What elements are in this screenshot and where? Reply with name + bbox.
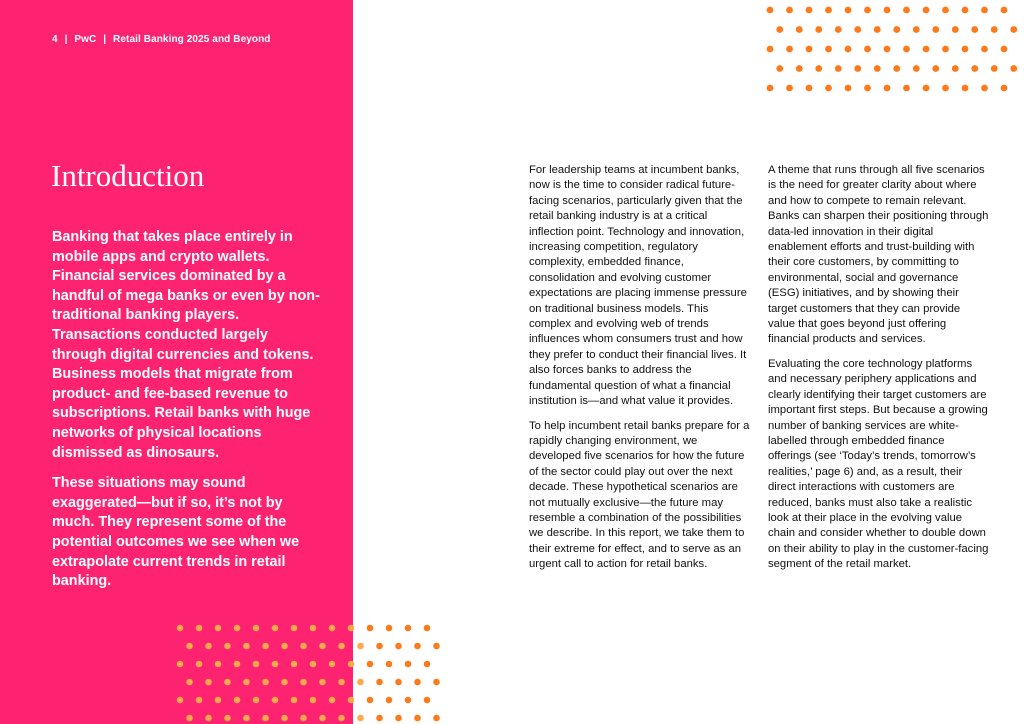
decorative-dot: [329, 697, 336, 704]
decorative-dot: [414, 643, 421, 650]
decorative-dot: [205, 643, 212, 650]
page-number: 4: [52, 34, 58, 45]
decorative-dot: [835, 65, 842, 72]
decorative-dot: [981, 7, 988, 14]
decorative-dot: [884, 85, 891, 92]
decorative-dot: [903, 85, 910, 92]
decorative-dot: [300, 643, 307, 650]
decorative-dot: [177, 697, 184, 704]
decorative-dot: [319, 715, 326, 722]
decorative-dot: [796, 65, 803, 72]
lead-paragraph: These situations may sound exaggerated—but if so, it’s not by much. They represent some of the potential outcomes we see when we extrapolate current trends in retail banking.: [52, 475, 300, 590]
decorative-dot: [932, 26, 939, 33]
decorative-dot: [291, 697, 298, 704]
decorative-dot: [291, 661, 298, 668]
body-paragraph: For leadership teams at incumbent banks, now is the time to consider radical future-facing scenarios, particularly given that the retail banking industry is at a critical inflection point. Technology and innovation, increasing competition, regulatory complexity, embedded finance, consolidation and evolving customer expectations are placing immense pressure on traditional business models. This complex and evolving web of trends influences whom consumers trust and how they prefer to conduct their financial lives. It also forces banks to address the fundamental question of what a financial institution is—and what value it provides.: [529, 164, 747, 408]
decorative-dot: [971, 65, 978, 72]
decorative-dot: [874, 26, 881, 33]
decorative-dot: [923, 7, 930, 14]
decorative-dot: [424, 625, 431, 632]
decorative-dot: [215, 697, 222, 704]
decorative-dot: [253, 661, 260, 668]
decorative-dot: [310, 697, 317, 704]
decorative-dot: [224, 715, 231, 722]
decorative-dot: [186, 679, 193, 686]
decorative-dot: [300, 679, 307, 686]
decorative-dot: [186, 715, 193, 722]
decorative-dot: [825, 7, 832, 14]
body-column-2: [768, 163, 990, 582]
decorative-dot: [405, 661, 412, 668]
decorative-dot: [243, 679, 250, 686]
decorative-dot: [433, 679, 440, 686]
decorative-dot: [186, 643, 193, 650]
decorative-dot: [825, 46, 832, 53]
decorative-dot: [903, 7, 910, 14]
decorative-dot: [224, 643, 231, 650]
decorative-dot: [272, 661, 279, 668]
decorative-dot: [357, 643, 364, 650]
decorative-dot: [923, 85, 930, 92]
decorative-dot: [367, 697, 374, 704]
decorative-dot: [981, 46, 988, 53]
decorative-dot: [243, 715, 250, 722]
decorative-dot: [962, 46, 969, 53]
decorative-dot: [874, 65, 881, 72]
decorative-dot: [177, 625, 184, 632]
decorative-dot: [196, 661, 203, 668]
decorative-dot: [952, 26, 959, 33]
decorative-dot: [414, 715, 421, 722]
header-separator: |: [103, 34, 107, 45]
decorative-dot: [913, 65, 920, 72]
decorative-dot: [854, 65, 861, 72]
body-paragraph: Evaluating the core technology platforms and necessary periphery applications and clearly identifying their target customers are important first steps. But because a growing number of banking services are white-labelled through embedded finance offerings (see ‘Today’s trends, tomorrow’s realities,’ page 6) and, as a result, their direct interactions with customers are reduced, banks must also take a realistic look at their place in the evolving value chain and consider whether to double down on their ability to play in the customer-facing segment of the retail market.: [768, 357, 989, 571]
decorative-dot: [376, 679, 383, 686]
decorative-dot: [215, 625, 222, 632]
decorative-dot: [224, 679, 231, 686]
decorative-dot: [376, 643, 383, 650]
page-title: Introduction: [51, 158, 205, 193]
decorative-dot: [796, 26, 803, 33]
decorative-dot: [329, 625, 336, 632]
decorative-dot: [786, 85, 793, 92]
decorative-dot: [205, 679, 212, 686]
decorative-dot: [845, 85, 852, 92]
decorative-dot: [414, 679, 421, 686]
decorative-dot: [310, 625, 317, 632]
decorative-dot: [1001, 85, 1008, 92]
decorative-dot: [424, 661, 431, 668]
decorative-dot: [864, 85, 871, 92]
decorative-dot: [234, 697, 241, 704]
decorative-dot: [348, 625, 355, 632]
decorative-dot: [1010, 65, 1017, 72]
decorative-dot: [196, 697, 203, 704]
decorative-dot: [338, 715, 345, 722]
decorative-dot: [806, 7, 813, 14]
decorative-dot: [884, 7, 891, 14]
decorative-dot: [767, 85, 774, 92]
decorative-dot: [319, 643, 326, 650]
decorative-dot: [348, 697, 355, 704]
decorative-dot: [281, 643, 288, 650]
decorative-dot: [932, 65, 939, 72]
dot-pattern-top-right: [760, 0, 1024, 105]
decorative-dot: [854, 26, 861, 33]
decorative-dot: [991, 65, 998, 72]
decorative-dot: [424, 697, 431, 704]
decorative-dot: [338, 643, 345, 650]
decorative-dot: [338, 679, 345, 686]
decorative-dot: [376, 715, 383, 722]
body-paragraph: A theme that runs through all five scenarios is the need for greater clarity about where and how to compete to remain relevant. Banks can sharpen their positioning through data-led innovation in their digital enablement efforts and trust-building with their core customers, by committing to environmental, social and governance (ESG) initiatives, and by showing their target customers that they can provide value that goes beyond just offering financial products and services.: [768, 164, 989, 346]
decorative-dot: [215, 661, 222, 668]
decorative-dot: [367, 625, 374, 632]
decorative-dot: [386, 625, 393, 632]
decorative-dot: [272, 625, 279, 632]
decorative-dot: [367, 661, 374, 668]
body-column-1: [529, 163, 751, 582]
decorative-dot: [357, 679, 364, 686]
decorative-dot: [942, 46, 949, 53]
decorative-dot: [1001, 7, 1008, 14]
decorative-dot: [310, 661, 317, 668]
decorative-dot: [357, 715, 364, 722]
decorative-dot: [300, 715, 307, 722]
decorative-dot: [864, 46, 871, 53]
decorative-dot: [281, 715, 288, 722]
decorative-dot: [433, 715, 440, 722]
decorative-dot: [395, 643, 402, 650]
decorative-dot: [786, 46, 793, 53]
decorative-dot: [386, 661, 393, 668]
running-header: [52, 34, 271, 45]
decorative-dot: [815, 65, 822, 72]
decorative-dot: [405, 697, 412, 704]
header-separator: |: [64, 34, 68, 45]
decorative-dot: [884, 46, 891, 53]
decorative-dot: [893, 65, 900, 72]
decorative-dot: [913, 26, 920, 33]
decorative-dot: [262, 643, 269, 650]
decorative-dot: [177, 661, 184, 668]
decorative-dot: [952, 65, 959, 72]
decorative-dot: [845, 46, 852, 53]
decorative-dot: [433, 643, 440, 650]
decorative-dot: [767, 46, 774, 53]
decorative-dot: [864, 7, 871, 14]
decorative-dot: [776, 26, 783, 33]
decorative-dot: [806, 46, 813, 53]
dot-pattern-bottom: [172, 622, 442, 724]
decorative-dot: [767, 7, 774, 14]
decorative-dot: [234, 661, 241, 668]
brand-name: PwC: [74, 34, 97, 45]
decorative-dot: [253, 697, 260, 704]
decorative-dot: [971, 26, 978, 33]
decorative-dot: [776, 65, 783, 72]
lead-text: [52, 228, 320, 603]
decorative-dot: [253, 625, 260, 632]
decorative-dot: [329, 661, 336, 668]
decorative-dot: [386, 697, 393, 704]
decorative-dot: [942, 85, 949, 92]
decorative-dot: [835, 26, 842, 33]
decorative-dot: [991, 26, 998, 33]
decorative-dot: [786, 7, 793, 14]
decorative-dot: [291, 625, 298, 632]
decorative-dot: [395, 679, 402, 686]
decorative-dot: [272, 697, 279, 704]
decorative-dot: [845, 7, 852, 14]
decorative-dot: [348, 661, 355, 668]
decorative-dot: [962, 7, 969, 14]
decorative-dot: [196, 625, 203, 632]
decorative-dot: [281, 679, 288, 686]
decorative-dot: [319, 679, 326, 686]
lead-paragraph: Banking that takes place entirely in mobile apps and crypto wallets. Financial services dominated by a handful of mega banks or even by non-traditional banking players. Transactions conducted largely through digital currencies and tokens. Business models that migrate from product- and fee-based revenue to subscriptions. Retail banks with huge networks of physical locations dismissed as dinosaurs.: [52, 229, 320, 461]
decorative-dot: [806, 85, 813, 92]
decorative-dot: [942, 7, 949, 14]
decorative-dot: [893, 26, 900, 33]
decorative-dot: [205, 715, 212, 722]
decorative-dot: [923, 46, 930, 53]
decorative-dot: [981, 85, 988, 92]
decorative-dot: [962, 85, 969, 92]
decorative-dot: [243, 643, 250, 650]
decorative-dot: [395, 715, 402, 722]
decorative-dot: [262, 715, 269, 722]
body-paragraph: To help incumbent retail banks prepare for a rapidly changing environment, we developed five scenarios for how the future of the sector could play out over the next decade. These hypothetical scenarios are not mutually exclusive—the future may resemble a combination of the possibilities we describe. In this report, we take them to their extreme for effect, and to serve as an urgent call to action for retail banks.: [529, 419, 750, 571]
decorative-dot: [825, 85, 832, 92]
decorative-dot: [405, 625, 412, 632]
decorative-dot: [815, 26, 822, 33]
decorative-dot: [1010, 26, 1017, 33]
report-title: Retail Banking 2025 and Beyond: [113, 34, 271, 45]
decorative-dot: [234, 625, 241, 632]
decorative-dot: [903, 46, 910, 53]
decorative-dot: [262, 679, 269, 686]
decorative-dot: [1001, 46, 1008, 53]
